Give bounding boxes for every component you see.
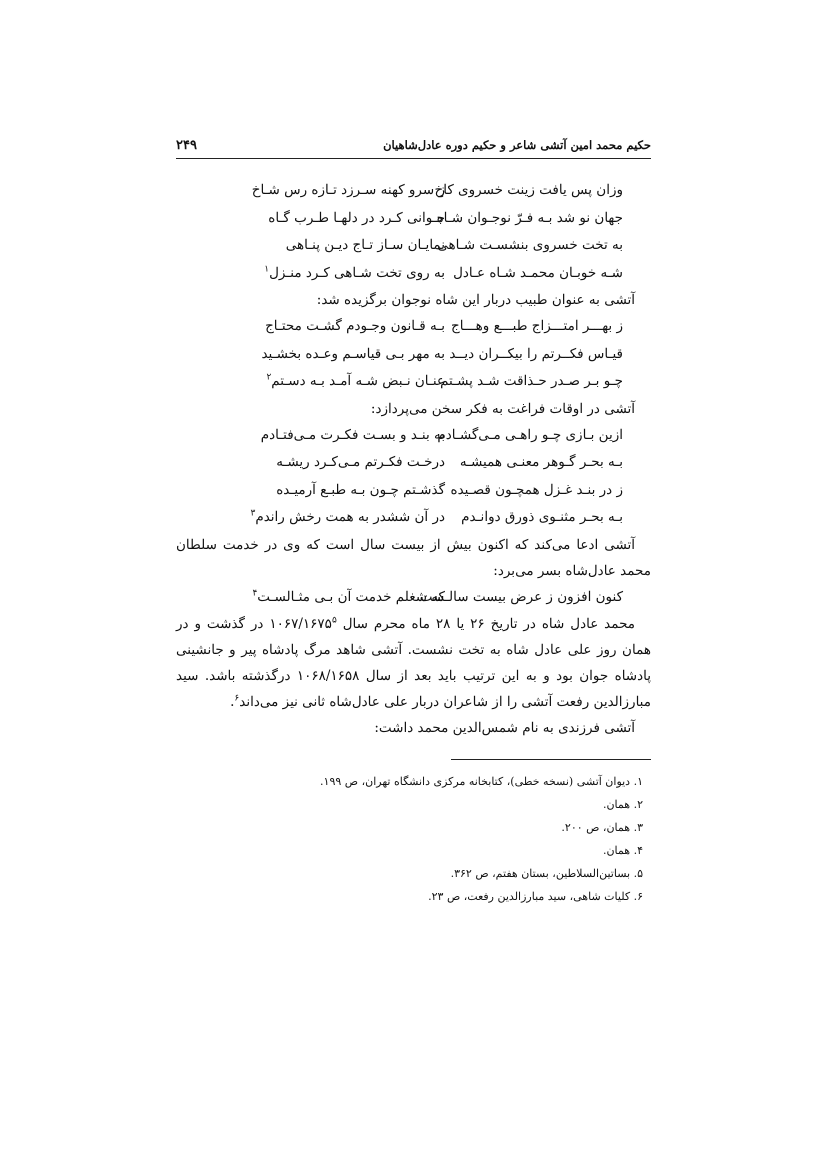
hemistich-first: بـه بحـر مثنـوی ذورق دوانـدم xyxy=(461,509,623,525)
paragraph-text: . xyxy=(230,694,235,710)
hemistich-second xyxy=(220,584,445,612)
verse-block-2 xyxy=(176,313,651,396)
hemistich-text: ز سرو کهنه سـرزد تـازه رس شـاخ xyxy=(251,182,445,198)
hemistich-first: ز در بنـد غـزل همچـون قصـیده xyxy=(450,481,623,498)
footnote-ref: ۶ xyxy=(234,693,240,704)
footnote-ref: ۴ xyxy=(252,588,258,598)
hemistich-first: به تخت خسروی بنشسـت شـاهی xyxy=(437,237,623,253)
footnote-ref: ۲ xyxy=(266,372,272,383)
paragraph-text: در گذشت و در همان روز علی عادل شاه به تخت نشست. آتشی شاهد مرگ پادشاه پیر و جانشینی پادشاه جوان بود و به این ترتیب باید بعد از سال ۱۰۶۸/۱۶۵۸ درگذشته باشد. سید مبارزالدین رفعت آتشی را از شاعران دربار علی عادل‌شاه ثانی نیز می‌داند xyxy=(176,616,651,710)
page-body xyxy=(176,177,651,908)
footnote-item: ۲. همان. xyxy=(602,798,643,811)
intro-line-3: آتشی در اوقات فراغت به فکر سخن می‌پردازد: xyxy=(370,400,635,417)
footnote-item: ۴. همان. xyxy=(602,844,643,857)
verse-line xyxy=(176,477,651,505)
hemistich-text: در آن ششدر به همت رخش راندم xyxy=(255,509,445,525)
verse-line xyxy=(176,504,651,532)
hemistich-first: بـه بحـر گـوهر معنـی همیشـه xyxy=(459,454,623,470)
hemistich-text: به مهر بـی قیاسـم وعـده بخشـید xyxy=(261,345,445,362)
verse-line xyxy=(176,449,651,477)
verse-line xyxy=(176,313,651,341)
hemistich-second xyxy=(220,313,445,341)
hemistich-text: گذشـتم چـون بـه طبـع آرمیـده xyxy=(276,481,445,498)
hemistich-text: که شغلم خدمت آن بـی مثـالسـت xyxy=(257,588,445,605)
hemistich-first: ز بهـــر امتـــزاج طبـــع وهـــاج xyxy=(450,318,623,334)
paragraph-7: آتشی فرزندی به نام شمس‌الدین محمد داشت: xyxy=(374,720,635,736)
hemistich-text: درخـت فکـرتم مـی‌کـرد ریشـه xyxy=(276,454,445,470)
footnote-ref: ۳ xyxy=(250,508,256,519)
hemistich-second xyxy=(220,449,445,477)
hemistich-second xyxy=(220,205,445,233)
hemistich-first: جهان نو شد بـه فـرّ نوجـوان شـاه xyxy=(436,209,623,226)
hemistich-second xyxy=(220,341,445,369)
intro-line-2: آتشی به عنوان طبیب دربار این شاه نوجوان برگزیده شد: xyxy=(316,292,635,308)
verse-line xyxy=(176,232,651,260)
hemistich-first: وزان پس یافت زینت خسروی کاخ xyxy=(434,182,623,198)
hemistich-second xyxy=(220,177,445,205)
verse-line xyxy=(176,177,651,205)
verse-line xyxy=(176,368,651,396)
hemistich-first: ازین بـازی چـو راهـی مـی‌گشـادم xyxy=(437,426,623,443)
footnote-ref: ۱ xyxy=(264,264,270,274)
page-number: ۲۴۹ xyxy=(176,138,197,153)
verse-block-3 xyxy=(176,422,651,532)
page-content xyxy=(176,138,651,908)
footnote-item: ۶. کلیات شاهی، سید مبارزالدین رفعت، ص ۲۳. xyxy=(428,890,643,903)
hemistich-text: بـه قـانون وجـودم گشـت محتـاج xyxy=(265,318,445,334)
hemistich-second xyxy=(220,477,445,505)
hemistich-second xyxy=(220,368,445,396)
hemistich-text: به بنـد و بسـت فکـرت مـی‌فتـادم xyxy=(260,426,445,443)
hemistich-first: شـه خوبـان محمـد شـاه عـادل xyxy=(453,264,623,281)
hemistich-second xyxy=(220,260,445,288)
verse-line xyxy=(176,584,651,612)
footnote-ref: ۵ xyxy=(331,615,337,626)
footnote-separator xyxy=(451,759,651,760)
hemistich-text: عنـان نـبض شـه آمـد بـه دسـتم xyxy=(271,373,445,389)
hemistich-second xyxy=(220,232,445,260)
paragraph-4: آتشی ادعا می‌کند که اکنون بیش از بیست سال است که وی در خدمت سلطان محمد عادل‌شاه بسر می‌برد: xyxy=(176,536,651,579)
hemistich-text: نمایـان سـاز تـاج دیـن پنـاهی xyxy=(285,237,445,253)
verse-line xyxy=(176,260,651,288)
footnote-item: ۱. دیوان آتشی (نسخه خطی)، کتابخانه مرکزی دانشگاه تهران، ص ۱۹۹. xyxy=(320,775,643,788)
hemistich-first: قیـاس فکــرتم را بیکــران دیــد xyxy=(449,345,623,362)
running-title: حکیم محمد امین آتشی شاعر و حکیم دوره عادل‌شاهیان xyxy=(383,138,651,152)
paragraph-text: محمد عادل شاه در تاریخ ۲۶ یا ۲۸ ماه محرم سال ۱۰۶۷/۱۶۷۵ xyxy=(269,616,636,632)
verse-block-5 xyxy=(176,584,651,612)
hemistich-first: کنون افزون ز عرض بیست سالـست xyxy=(419,588,623,605)
hemistich-text: جـوانی کـرد در دلهـا طـرب گـاه xyxy=(268,209,445,226)
footnotes xyxy=(176,770,651,908)
hemistich-second xyxy=(220,422,445,450)
verse-block-1 xyxy=(176,177,651,287)
verse-line xyxy=(176,205,651,233)
hemistich-first: چـو بـر صـدر حـذاقت شـد پشـتم xyxy=(440,373,623,389)
page-header xyxy=(176,138,651,159)
verse-line xyxy=(176,422,651,450)
paragraph-6 xyxy=(176,611,651,715)
verse-line xyxy=(176,341,651,369)
hemistich-second xyxy=(220,504,445,532)
hemistich-text: به روی تخت شـاهی کـرد منـزل xyxy=(269,264,445,281)
footnote-item: ۵. بساتین‌السلاطین، بستان هفتم، ص ۳۶۲. xyxy=(450,867,643,880)
footnote-item: ۳. همان، ص ۲۰۰. xyxy=(561,821,643,834)
